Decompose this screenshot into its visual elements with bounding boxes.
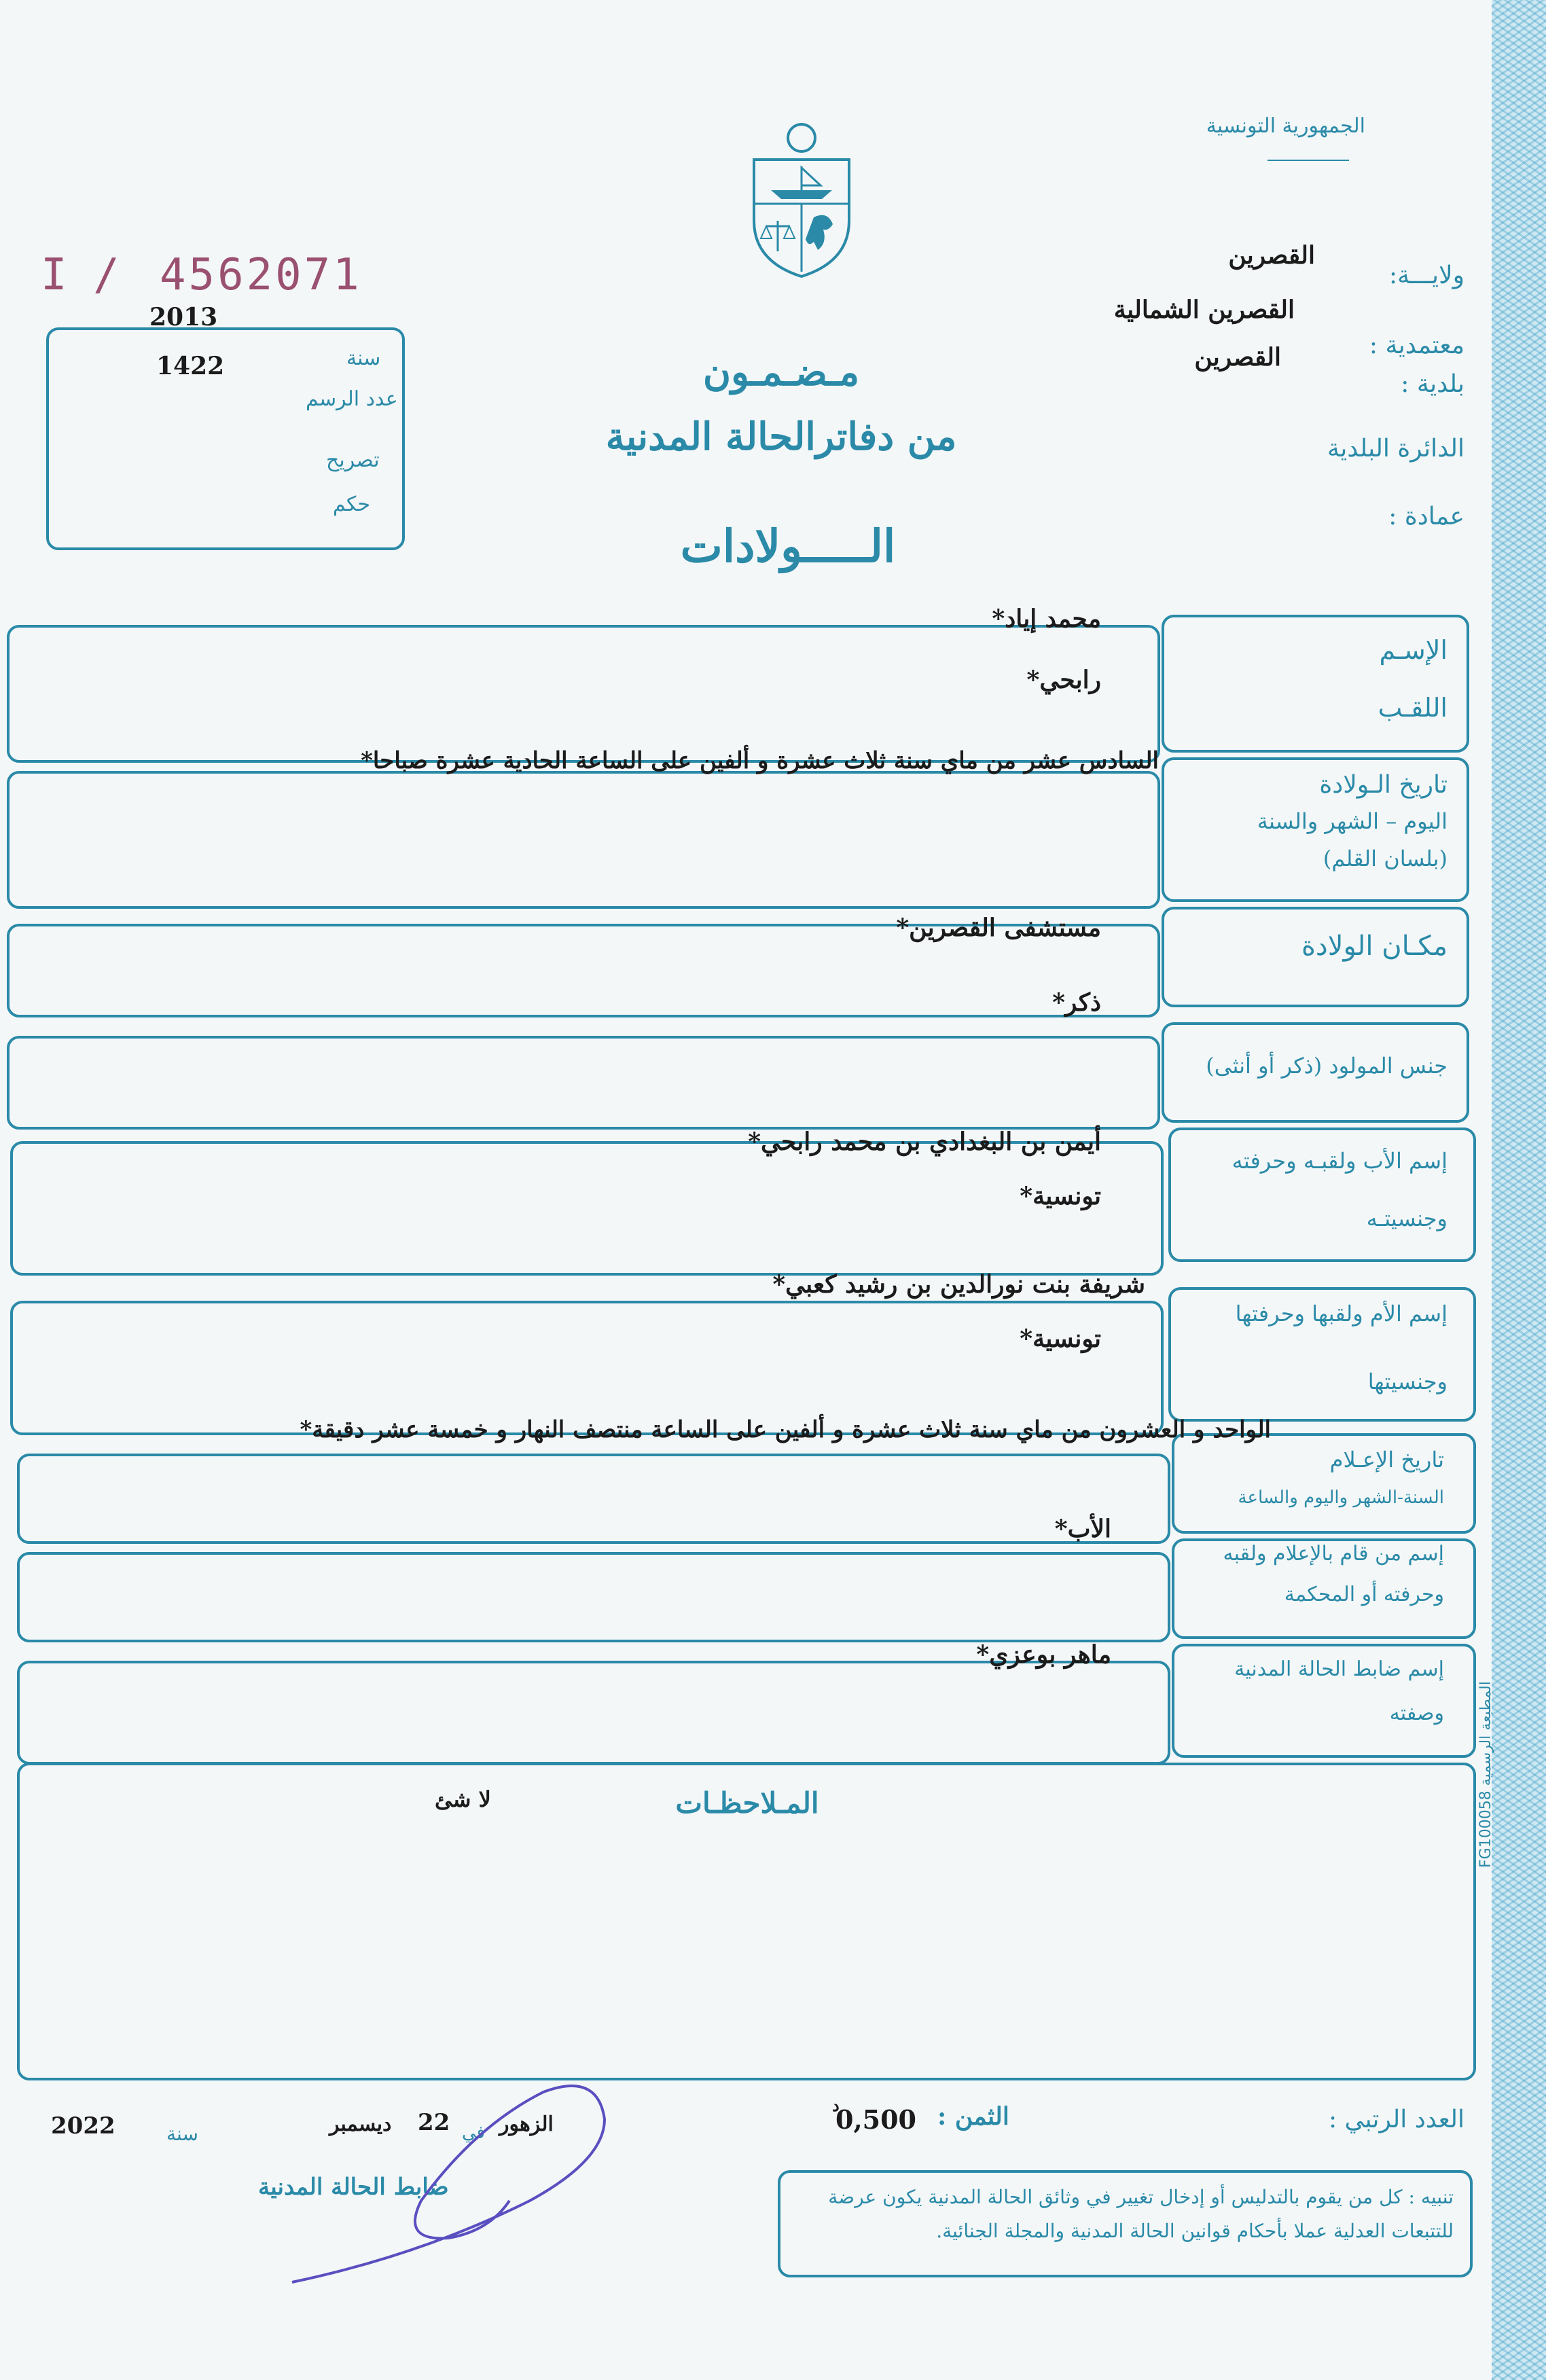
republic-label: الجمهورية التونسية xyxy=(1206,114,1365,138)
subtitle: من دفاترالحالة المدنية xyxy=(605,414,957,459)
declaration-date-value: الواحد و العشرون من ماي سنة ثلاث عشرة و ألفين على الساعة منتصف النهار و خمسة عشر دقيقة* xyxy=(300,1416,1271,1443)
declaration-date-label: تاريخ الإعـلام xyxy=(1329,1447,1444,1473)
mootamadia-label: معتمدية : xyxy=(1369,331,1464,359)
officer-title: ضابط الحالة المدنية xyxy=(258,2174,449,2201)
declaration-date-sub-label: السنة-الشهر واليوم والساعة xyxy=(1238,1488,1444,1508)
daira-label: الدائرة البلدية xyxy=(1327,435,1464,463)
place-value: مستشفى القصرين* xyxy=(896,914,1101,942)
birthdate-sub-label: اليوم – الشهر والسنة xyxy=(1257,808,1448,834)
father-nationality-label: وجنسيتـه xyxy=(1366,1206,1448,1231)
mother-nationality-label: وجنسيتها xyxy=(1367,1369,1448,1394)
field-declarer-value-box xyxy=(17,1552,1170,1642)
declarer-label: إسم من قام بالإعلام ولقبه xyxy=(1223,1542,1444,1566)
month-value: ديسمبر xyxy=(329,2112,392,2136)
field-father-value-box xyxy=(10,1141,1164,1276)
notice-text: تنبيه : كل من يقوم بالتدليس أو إدخال تغيير في وثائق الحالة المدنية يكون عرضة للتتبعات العدلية عملا بأحكام قوانين الحالة المدنية والمجلة الجنائية. xyxy=(828,2186,1454,2242)
baladia-label: بلدية : xyxy=(1401,370,1464,398)
birthdate-label: تاريخ الـولادة xyxy=(1319,771,1448,799)
mother-label: إسم الأم ولقبها وحرفتها xyxy=(1235,1301,1448,1327)
officer-sub-label: وصفته xyxy=(1389,1701,1444,1725)
field-officer-value-box xyxy=(17,1661,1170,1765)
wilaya-label: ولايـــة: xyxy=(1388,262,1464,289)
field-name-value-box xyxy=(7,625,1160,763)
birthdate-pen-label: (بلسان القلم) xyxy=(1323,846,1448,871)
security-border xyxy=(1492,0,1546,2380)
remarks-label: المـلاحظـات xyxy=(675,1786,819,1820)
divider xyxy=(1268,160,1349,161)
father-value: أيمن بن البغدادي بن محمد رابحي* xyxy=(748,1128,1101,1156)
serial-label: العدد الرتبي : xyxy=(1328,2106,1464,2133)
surname-label: اللقـب xyxy=(1378,693,1448,723)
father-nationality-value: تونسية* xyxy=(1020,1182,1101,1210)
price-value: 0,500 xyxy=(835,2104,916,2135)
officer-value: ماهر بوعزي* xyxy=(976,1640,1111,1669)
price-label: الثمن : xyxy=(937,2102,1009,2131)
year-footer-value: 2022 xyxy=(51,2112,115,2140)
remarks-value: لا شئ xyxy=(435,1786,491,1812)
extract-title: مـضـمـون xyxy=(702,350,860,395)
birthdate-value: السادس عشر من ماي سنة ثلاث عشرة و ألفين على الساعة الحادية عشرة صباحا* xyxy=(361,747,1159,774)
judgement-label: حكم xyxy=(333,492,371,516)
year-footer-label: سنة xyxy=(166,2123,198,2145)
name-label: الإسـم xyxy=(1379,635,1448,665)
sex-label: جنس المولود (ذكر أو أنثى) xyxy=(1206,1053,1448,1079)
surname-value: رابحي* xyxy=(1026,666,1101,694)
coat-of-arms-icon xyxy=(740,119,863,282)
place-name: الزهور xyxy=(499,2112,554,2136)
field-birthdate-value-box xyxy=(7,771,1160,909)
serial-prefix: I / xyxy=(41,250,120,300)
mootamadia-value: القصرين الشمالية xyxy=(1113,295,1295,324)
mother-nationality-value: تونسية* xyxy=(1020,1324,1101,1353)
mother-value: شريفة بنت نورالدين بن رشيد كعبي* xyxy=(772,1270,1145,1299)
wilaya-value: القصرين xyxy=(1228,241,1315,270)
field-mother-value-box xyxy=(10,1301,1164,1435)
in-label: في xyxy=(462,2123,486,2143)
declarer-sub-label: وحرفته أو المحكمة xyxy=(1284,1583,1444,1606)
year-label: سنة xyxy=(346,346,381,370)
first-name-value: محمد إياد* xyxy=(992,605,1101,633)
field-declaration-date-value-box xyxy=(17,1454,1170,1544)
field-sex-value-box xyxy=(7,1036,1160,1130)
declaration-label: تصريح xyxy=(326,448,380,472)
father-label: إسم الأب ولقبـه وحرفته xyxy=(1232,1148,1448,1174)
record-number-value: 1422 xyxy=(156,352,225,380)
officer-label: إسم ضابط الحالة المدنية xyxy=(1234,1657,1444,1681)
births-title: الـــــولادات xyxy=(680,520,896,573)
serial-number: 4562071 xyxy=(160,250,362,300)
printer-mark: المطبعة الرسمية FG100058 xyxy=(1477,1681,1494,1868)
sex-value: ذكر* xyxy=(1052,988,1101,1017)
price-unit: د xyxy=(832,2095,840,2115)
signature-icon xyxy=(285,2065,639,2296)
omada-label: عمادة : xyxy=(1388,503,1464,530)
place-label: مكـان الولادة xyxy=(1301,931,1448,962)
record-number-label: عدد الرسم xyxy=(306,387,398,411)
baladia-value: القصرين xyxy=(1194,343,1281,372)
declarer-value: الأب* xyxy=(1054,1515,1111,1543)
year-value: 2013 xyxy=(149,303,218,331)
day-value: 22 xyxy=(418,2109,450,2136)
